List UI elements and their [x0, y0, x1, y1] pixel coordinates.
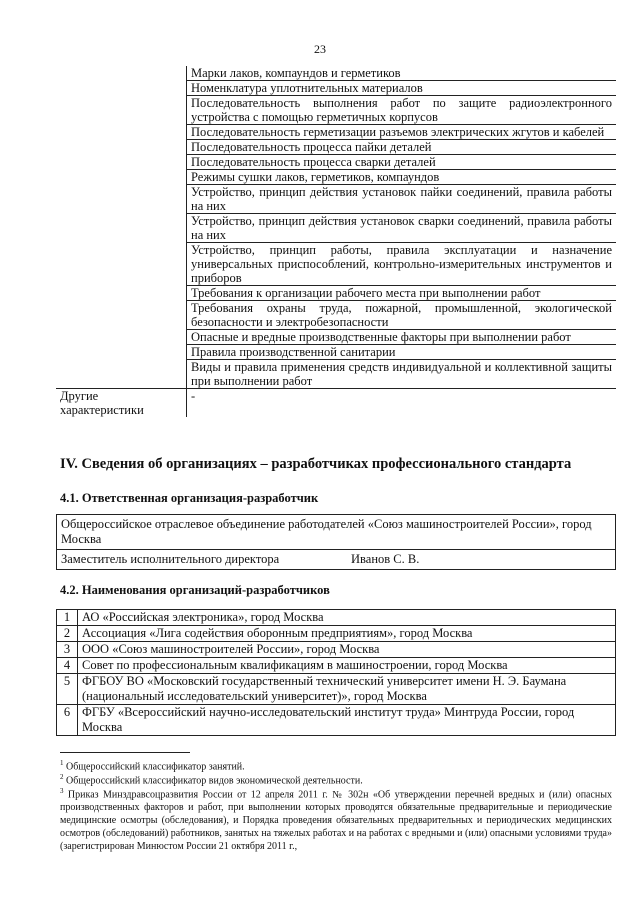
knowledge-item: Требования охраны труда, пожарной, промышленной, экологической безопасности и электробезопасности — [187, 301, 617, 330]
knowledge-table — [56, 66, 616, 417]
org-name: ООО «Союз машиностроителей России», город Москва — [78, 642, 616, 658]
knowledge-item: Устройство, принцип действия установок сварки соединений, правила работы на них — [187, 214, 617, 243]
footnote-mark: 1 — [60, 759, 64, 767]
subsection-title-developers: 4.2. Наименования организаций-разработчиков — [60, 583, 330, 597]
knowledge-item: Марки лаков, компаундов и герметиков — [187, 66, 617, 81]
knowledge-item: Последовательность процесса сварки деталей — [187, 155, 617, 170]
table-row — [57, 626, 616, 642]
page-number: 23 — [314, 42, 326, 56]
signatory-position: Заместитель исполнительного директора — [61, 552, 280, 566]
footnote-text: Общероссийский классификатор занятий. — [66, 761, 245, 773]
knowledge-item: Требования к организации рабочего места при выполнении работ — [187, 286, 617, 301]
knowledge-item: Номенклатура уплотнительных материалов — [187, 81, 617, 96]
developer-orgs-table — [56, 609, 616, 736]
footnote-mark: 3 — [60, 787, 64, 795]
section-title: IV. Сведения об организациях – разработчиках профессионального стандарта — [60, 456, 572, 472]
org-name: ФГБУ «Всероссийский научно-исследовательский институт труда» Минтруда России, город Москва — [78, 705, 616, 736]
table-row — [57, 705, 616, 736]
org-name: АО «Российская электроника», город Москва — [78, 610, 616, 626]
table-row — [57, 674, 616, 705]
footnote-text: Общероссийский классификатор видов экономической деятельности. — [66, 775, 363, 787]
responsible-signatory — [57, 550, 616, 570]
row-number: 4 — [57, 658, 78, 674]
row-number: 3 — [57, 642, 78, 658]
knowledge-item: Последовательность процесса пайки деталей — [187, 140, 617, 155]
knowledge-item: Правила производственной санитарии — [187, 345, 617, 360]
row-number: 2 — [57, 626, 78, 642]
footnote — [60, 785, 612, 853]
table-row — [57, 610, 616, 626]
knowledge-item: Устройство, принцип действия установок пайки соединений, правила работы на них — [187, 185, 617, 214]
knowledge-item: Устройство, принцип работы, правила эксплуатации и назначение универсальных приспособлений, контрольно-измерительных инструментов и приборов — [187, 243, 617, 286]
other-characteristics-label: Другие характеристики — [56, 389, 187, 418]
row-number: 1 — [57, 610, 78, 626]
org-name: Ассоциация «Лига содействия оборонным предприятиям», город Москва — [78, 626, 616, 642]
other-characteristics-value: - — [187, 389, 617, 418]
knowledge-item: Режимы сушки лаков, герметиков, компаундов — [187, 170, 617, 185]
knowledge-item: Опасные и вредные производственные факторы при выполнении работ — [187, 330, 617, 345]
signatory-name: Иванов С. В. — [351, 552, 420, 566]
knowledge-item: Последовательность выполнения работ по защите радиоэлектронного устройства с помощью герметичных корпусов — [187, 96, 617, 125]
row-number: 6 — [57, 705, 78, 736]
org-name: Совет по профессиональным квалификациям в машиностроении, город Москва — [78, 658, 616, 674]
subsection-title-responsible: 4.1. Ответственная организация-разработчик — [60, 491, 319, 505]
responsible-org-table — [56, 514, 616, 570]
responsible-org-name: Общероссийское отраслевое объединение работодателей «Союз машиностроителей России», город Москва — [57, 515, 616, 550]
org-name: ФГБОУ ВО «Московский государственный технический университет имени Н. Э. Баумана (национальный исследовательский университет)», город Москва — [78, 674, 616, 705]
knowledge-item: Виды и правила применения средств индивидуальной и коллективной защиты при выполнении работ — [191, 360, 612, 388]
knowledge-label-cell — [56, 66, 187, 389]
footnote-divider — [60, 752, 190, 753]
table-row — [57, 642, 616, 658]
footnote-mark: 2 — [60, 773, 64, 781]
table-row — [57, 658, 616, 674]
footnote-text: Приказ Минздравсоцразвития России от 12 апреля 2011 г. № 302н «Об утверждении перечней вредных и (или) опасных производственных факторов и работ, при выполнении которых проводятся обязательные предварительные и периодические медицинские осмотры (обследования), и Порядка проведения обязательных предварительных и периодических медицинских осмотров (обследований) работников, занятых на тяжелых работах и на работах с вредными и (или) опасными условиями труда» (зарегистрирован Минюстом России 21 октября 2011 г., — [60, 789, 612, 853]
knowledge-item: Последовательность герметизации разъемов электрических жгутов и кабелей — [187, 125, 617, 140]
row-number: 5 — [57, 674, 78, 705]
